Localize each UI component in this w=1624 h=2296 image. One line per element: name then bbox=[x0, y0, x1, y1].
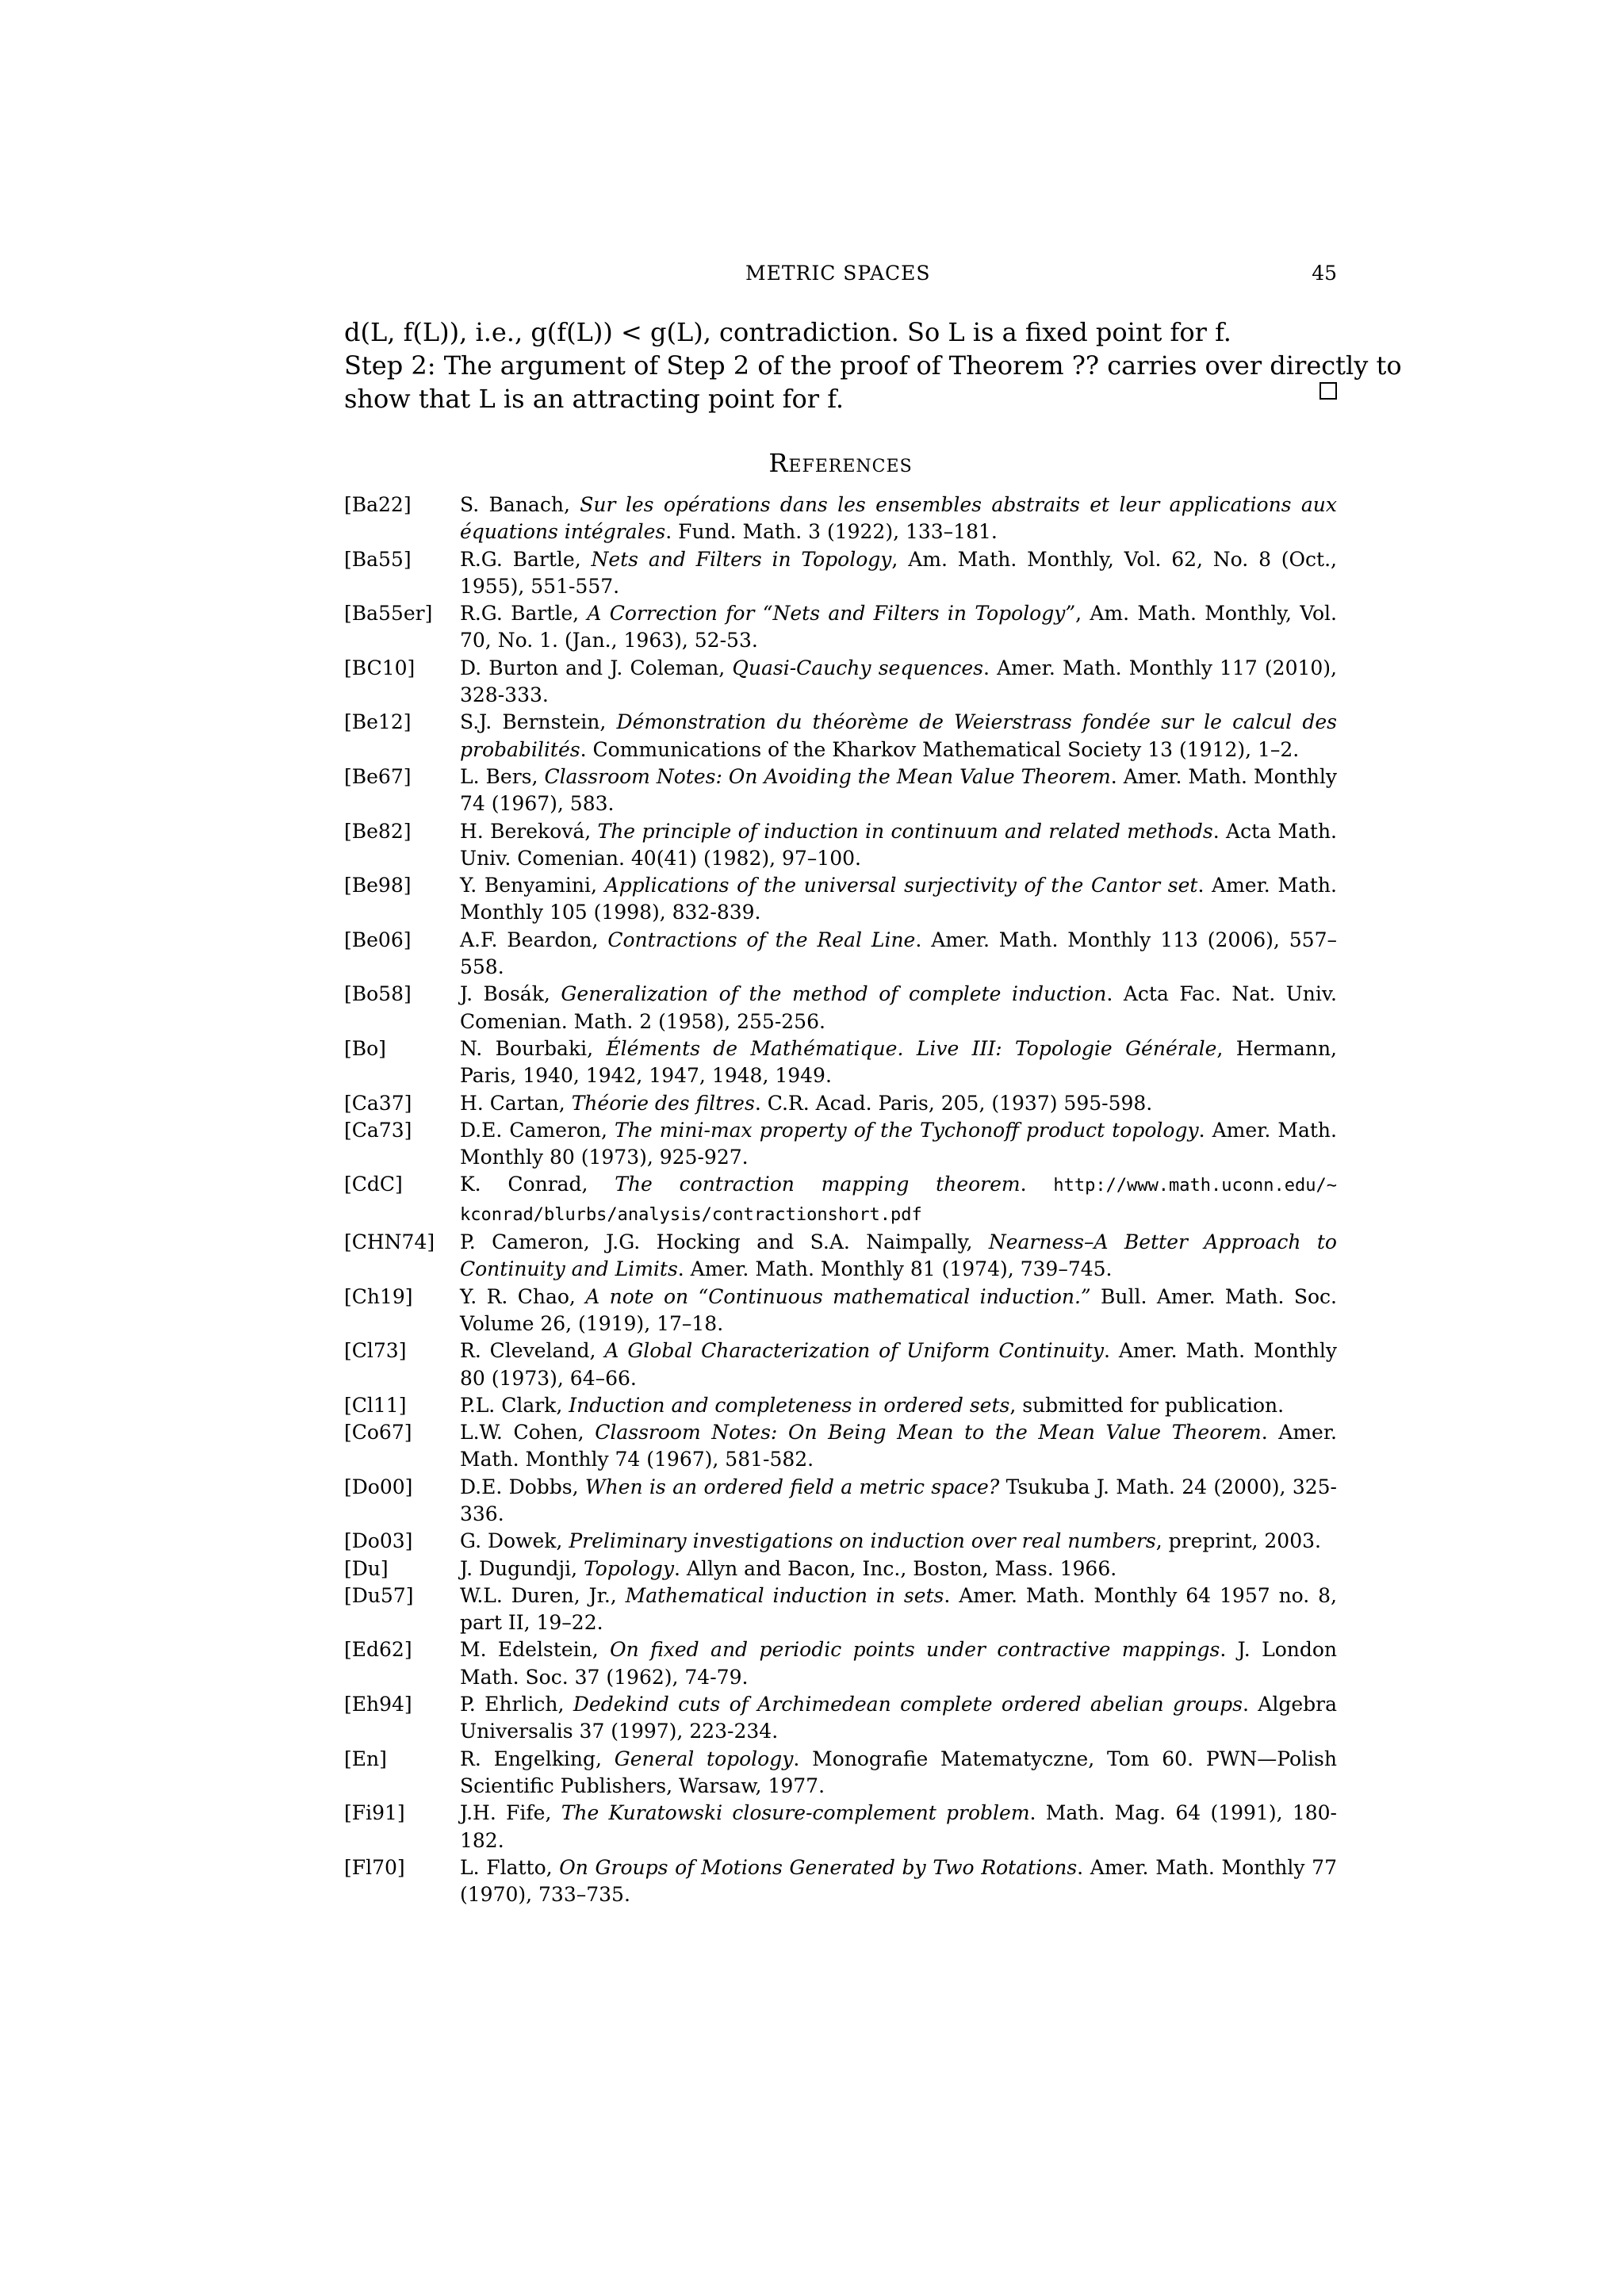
reference-text bbox=[460, 818, 1337, 873]
reference-item bbox=[344, 1800, 1337, 1854]
reference-segment: S.J. Bernstein, bbox=[460, 710, 617, 734]
reference-segment: . Amer. Math. Monthly 74 (1967), 581-582. bbox=[460, 1421, 1337, 1471]
reference-key: [Cl11] bbox=[344, 1393, 407, 1417]
reference-segment: . Fund. Math. 3 (1922), 133–181. bbox=[665, 520, 998, 544]
reference-segment: Y. Benyamini, bbox=[460, 874, 605, 897]
reference-key: [Fl70] bbox=[344, 1855, 405, 1879]
reference-segment: . Amer. Math. Monthly 113 (2006), 557–558. bbox=[460, 928, 1337, 979]
reference-segment: . Math. Mag. 64 (1991), 180-182. bbox=[460, 1801, 1337, 1852]
reference-item bbox=[344, 600, 1337, 655]
reference-text bbox=[460, 1035, 1337, 1090]
reference-title: The Kuratowski closure-complement problem bbox=[561, 1801, 1030, 1825]
reference-text bbox=[460, 1337, 1337, 1392]
reference-title: Dedekind cuts of Archimedean complete ordered abelian groups bbox=[573, 1693, 1243, 1716]
references-list bbox=[344, 492, 1337, 1908]
reference-text bbox=[460, 1854, 1337, 1909]
reference-segment: . J. London Math. Soc. 37 (1962), 74-79. bbox=[460, 1638, 1338, 1689]
reference-title: Nets and Filters in Topology bbox=[591, 547, 892, 571]
reference-title: Preliminary investigations on induction over real numbers bbox=[569, 1529, 1156, 1553]
reference-item bbox=[344, 1117, 1337, 1172]
reference-title: A note on “Continuous mathematical induction.” bbox=[585, 1284, 1091, 1308]
reference-title: Classroom Notes: On Avoiding the Mean Value Theorem bbox=[544, 764, 1111, 788]
reference-item bbox=[344, 1582, 1337, 1637]
reference-text bbox=[460, 763, 1337, 818]
reference-text bbox=[460, 1392, 1337, 1419]
reference-title: Classroom Notes: On Being Mean to the Mean Value Theorem bbox=[595, 1421, 1262, 1445]
reference-item bbox=[344, 1392, 1337, 1419]
reference-title: A Correction for “Nets and Filters in Topology” bbox=[587, 602, 1076, 626]
reference-url[interactable]: http://www.math.uconn.edu/∼ kconrad/blurbs/analysis/contractionshort.pdf bbox=[460, 1176, 1337, 1225]
reference-key: [Co67] bbox=[344, 1421, 412, 1445]
reference-text bbox=[460, 1117, 1337, 1172]
reference-segment: Bull. Amer. Math. Soc. Volume 26, (1919), 17–18. bbox=[460, 1284, 1337, 1335]
reference-text bbox=[460, 492, 1337, 546]
reference-segment: S. Banach, bbox=[460, 493, 580, 516]
reference-key: [Ca73] bbox=[344, 1118, 412, 1142]
reference-title: Théorie des filtres bbox=[571, 1091, 755, 1115]
reference-title: Mathematical induction in sets bbox=[625, 1583, 944, 1607]
reference-segment: J.H. Fife, bbox=[460, 1801, 561, 1825]
reference-segment: . Amer. Math. Monthly 77 (1970), 733–735. bbox=[460, 1855, 1337, 1907]
reference-item bbox=[344, 1556, 1337, 1582]
reference-key: [Ed62] bbox=[344, 1638, 412, 1662]
reference-key: [Be67] bbox=[344, 764, 412, 788]
reference-segment: P.L. Clark, bbox=[460, 1393, 569, 1417]
reference-segment: A.F. Beardon, bbox=[460, 928, 608, 951]
reference-key: [CdC] bbox=[344, 1173, 403, 1196]
reference-text bbox=[460, 1800, 1337, 1854]
reference-item bbox=[344, 872, 1337, 927]
reference-segment: , Hermann, Paris, 1940, 1942, 1947, 1948, 1949. bbox=[460, 1036, 1338, 1088]
reference-text bbox=[460, 1691, 1337, 1746]
reference-text bbox=[460, 1636, 1337, 1691]
reference-text bbox=[460, 1556, 1337, 1582]
reference-title: On fixed and periodic points under contractive mappings bbox=[610, 1638, 1220, 1662]
reference-title: Topology bbox=[583, 1556, 674, 1580]
body-text bbox=[344, 316, 1402, 415]
reference-key: [Ch19] bbox=[344, 1284, 413, 1308]
reference-title: On Groups of Motions Generated by Two Rotations bbox=[559, 1855, 1078, 1879]
reference-segment: . bbox=[1020, 1173, 1054, 1196]
reference-key: [Be98] bbox=[344, 874, 412, 897]
reference-title: Sur les opérations dans les ensembles abstraits et leur applications aux équations intégrales bbox=[460, 493, 1337, 544]
reference-key: [Do03] bbox=[344, 1529, 413, 1553]
reference-text bbox=[460, 1582, 1337, 1637]
reference-segment: G. Dowek, bbox=[460, 1529, 569, 1553]
reference-key: [Bo] bbox=[344, 1036, 386, 1060]
reference-key: [Fi91] bbox=[344, 1801, 405, 1825]
reference-segment: M. Edelstein, bbox=[460, 1638, 611, 1662]
reference-title: Applications of the universal surjectivity of the Cantor set bbox=[604, 874, 1198, 897]
reference-segment: . Amer. Math. Monthly 117 (2010), 328-333. bbox=[460, 656, 1338, 707]
reference-segment: H. Bereková, bbox=[460, 819, 598, 843]
reference-item bbox=[344, 1171, 1337, 1229]
reference-segment: N. Bourbaki, bbox=[460, 1036, 607, 1060]
reference-title: Démonstration du théorème de Weierstrass fondée sur le calcul des probabilités bbox=[460, 710, 1337, 761]
reference-key: [Ba55er] bbox=[344, 602, 433, 626]
reference-key: [Be12] bbox=[344, 710, 412, 734]
reference-key: [Ba55] bbox=[344, 547, 412, 571]
reference-item bbox=[344, 1691, 1337, 1746]
reference-segment: H. Cartan, bbox=[460, 1091, 572, 1115]
running-head: METRIC SPACES bbox=[745, 262, 931, 285]
reference-segment: . Amer. Math. Monthly 81 (1974), 739–745. bbox=[677, 1257, 1113, 1281]
reference-title: Generalization of the method of complete induction bbox=[561, 982, 1107, 1006]
reference-segment: . Acta Fac. Nat. Univ. Comenian. Math. 2 (1958), 255-256. bbox=[460, 982, 1337, 1033]
reference-segment: R. Cleveland, bbox=[460, 1339, 605, 1363]
reference-key: [Be06] bbox=[344, 928, 412, 951]
reference-key: [Du57] bbox=[344, 1583, 414, 1607]
reference-item bbox=[344, 546, 1337, 601]
reference-segment: , Am. Math. Monthly, Vol. 62, No. 8 (Oct., 1955), 551-557. bbox=[460, 547, 1337, 598]
reference-title: General topology bbox=[614, 1747, 794, 1770]
reference-item bbox=[344, 1090, 1337, 1117]
reference-segment: . Monografie Matematyczne, Tom 60. PWN—Polish Scientific Publishers, Warsaw, 1977. bbox=[460, 1747, 1337, 1797]
reference-text bbox=[460, 872, 1337, 927]
reference-segment: R. Engelking, bbox=[460, 1747, 615, 1770]
reference-segment: . Allyn and Bacon, Inc., Boston, Mass. 1966. bbox=[674, 1556, 1117, 1580]
reference-segment: . Amer. Math. Monthly 64 1957 no. 8, part II, 19–22. bbox=[460, 1583, 1337, 1635]
reference-segment: R.G. Bartle, bbox=[460, 547, 592, 571]
reference-title: When is an ordered field a metric space? bbox=[584, 1475, 1000, 1498]
reference-key: [Cl73] bbox=[344, 1339, 407, 1363]
reference-text bbox=[460, 1474, 1337, 1529]
reference-text bbox=[460, 1419, 1337, 1474]
reference-key: [Do00] bbox=[344, 1475, 413, 1498]
reference-key: [BC10] bbox=[344, 656, 416, 679]
reference-title: The mini-max property of the Tychonoff product topology bbox=[615, 1118, 1199, 1142]
reference-segment: Tsukuba J. Math. 24 (2000), 325-336. bbox=[460, 1475, 1337, 1525]
reference-segment: . C.R. Acad. Paris, 205, (1937) 595-598. bbox=[754, 1091, 1153, 1115]
reference-segment: . Amer. Math. Monthly 80 (1973), 64–66. bbox=[460, 1339, 1338, 1390]
reference-segment: J. Dugundji, bbox=[460, 1556, 584, 1580]
reference-segment: D. Burton and J. Coleman, bbox=[460, 656, 733, 679]
body-line-3: show that L is an attracting point for f. bbox=[344, 384, 845, 414]
body-line-2: Step 2: The argument of Step 2 of the proof of Theorem ?? carries over directly to bbox=[344, 350, 1402, 381]
reference-item bbox=[344, 492, 1337, 546]
reference-segment: . Amer. Math. Monthly 74 (1967), 583. bbox=[460, 764, 1337, 816]
reference-text bbox=[460, 546, 1337, 601]
reference-text bbox=[460, 981, 1337, 1035]
reference-key: [Du] bbox=[344, 1556, 389, 1580]
reference-segment: P. Cameron, J.G. Hocking and S.A. Naimpally, bbox=[460, 1230, 989, 1254]
reference-segment: . Communications of the Kharkov Mathematical Society 13 (1912), 1–2. bbox=[580, 737, 1300, 761]
reference-segment: , Am. Math. Monthly, Vol. 70, No. 1. (Jan., 1963), 52-53. bbox=[460, 602, 1337, 652]
page-number: 45 bbox=[1312, 262, 1337, 285]
reference-item bbox=[344, 818, 1337, 873]
reference-segment: D.E. Dobbs, bbox=[460, 1475, 585, 1498]
reference-item bbox=[344, 927, 1337, 982]
reference-item bbox=[344, 709, 1337, 763]
reference-segment: . Acta Math. Univ. Comenian. 40(41) (1982), 97–100. bbox=[460, 819, 1337, 870]
reference-segment: . Amer. Math. Monthly 105 (1998), 832-839. bbox=[460, 874, 1337, 924]
reference-key: [Eh94] bbox=[344, 1693, 412, 1716]
reference-title: A Global Characterization of Uniform Continuity bbox=[604, 1339, 1105, 1363]
reference-title: The principle of induction in continuum and related methods bbox=[597, 819, 1213, 843]
reference-item bbox=[344, 1284, 1337, 1338]
reference-segment: L.W. Cohen, bbox=[460, 1421, 596, 1445]
reference-item bbox=[344, 1474, 1337, 1529]
reference-segment: , submitted for publication. bbox=[1009, 1393, 1285, 1417]
reference-item bbox=[344, 1337, 1337, 1392]
reference-key: [Ba22] bbox=[344, 493, 412, 516]
reference-item bbox=[344, 1746, 1337, 1800]
reference-text bbox=[460, 1171, 1337, 1229]
reference-item bbox=[344, 763, 1337, 818]
reference-key: [Ca37] bbox=[344, 1091, 412, 1115]
reference-text bbox=[460, 1746, 1337, 1800]
qed-box-icon bbox=[1320, 382, 1337, 400]
reference-segment: . Algebra Universalis 37 (1997), 223-234. bbox=[460, 1693, 1338, 1743]
reference-segment: . Amer. Math. Monthly 80 (1973), 925-927. bbox=[460, 1118, 1337, 1169]
reference-segment: R.G. Bartle, bbox=[460, 602, 588, 626]
reference-item bbox=[344, 1854, 1337, 1909]
reference-text bbox=[460, 1229, 1337, 1284]
reference-segment: K. Conrad, bbox=[460, 1173, 615, 1196]
reference-segment: Y. R. Chao, bbox=[460, 1284, 586, 1308]
reference-key: [CHN74] bbox=[344, 1230, 435, 1254]
reference-text bbox=[460, 709, 1337, 763]
reference-key: [En] bbox=[344, 1747, 387, 1770]
reference-key: [Bo58] bbox=[344, 982, 412, 1006]
reference-segment: , preprint, 2003. bbox=[1155, 1529, 1321, 1553]
reference-text bbox=[460, 927, 1337, 982]
reference-item bbox=[344, 1636, 1337, 1691]
reference-item bbox=[344, 981, 1337, 1035]
reference-item bbox=[344, 1528, 1337, 1555]
reference-segment: L. Flatto, bbox=[460, 1855, 560, 1879]
reference-text bbox=[460, 1528, 1337, 1555]
reference-title: Quasi-Cauchy sequences bbox=[732, 656, 983, 679]
reference-text bbox=[460, 1090, 1337, 1117]
reference-title: The contraction mapping theorem bbox=[615, 1173, 1021, 1196]
reference-key: [Be82] bbox=[344, 819, 412, 843]
references-title: References bbox=[768, 448, 913, 478]
reference-title: Nearness–A Better Approach to Continuity and Limits bbox=[460, 1230, 1337, 1281]
reference-title: Contractions of the Real Line bbox=[607, 928, 916, 951]
reference-segment: L. Bers, bbox=[460, 764, 545, 788]
reference-segment: D.E. Cameron, bbox=[460, 1118, 615, 1142]
reference-item bbox=[344, 1035, 1337, 1090]
reference-segment: P. Ehrlich, bbox=[460, 1693, 573, 1716]
reference-text bbox=[460, 655, 1337, 710]
reference-item bbox=[344, 1419, 1337, 1474]
reference-segment: J. Bosák, bbox=[460, 982, 561, 1006]
reference-text bbox=[460, 600, 1337, 655]
reference-item bbox=[344, 1229, 1337, 1284]
reference-title: Éléments de Mathématique. Live III: Topologie Générale bbox=[606, 1036, 1217, 1060]
reference-title: Induction and completeness in ordered sets bbox=[569, 1393, 1010, 1417]
reference-text bbox=[460, 1284, 1337, 1338]
body-line-1: d(L, f(L)), i.e., g(f(L)) < g(L), contradiction. So L is a fixed point for f. bbox=[344, 317, 1231, 347]
reference-item bbox=[344, 655, 1337, 710]
reference-segment: W.L. Duren, Jr., bbox=[460, 1583, 626, 1607]
